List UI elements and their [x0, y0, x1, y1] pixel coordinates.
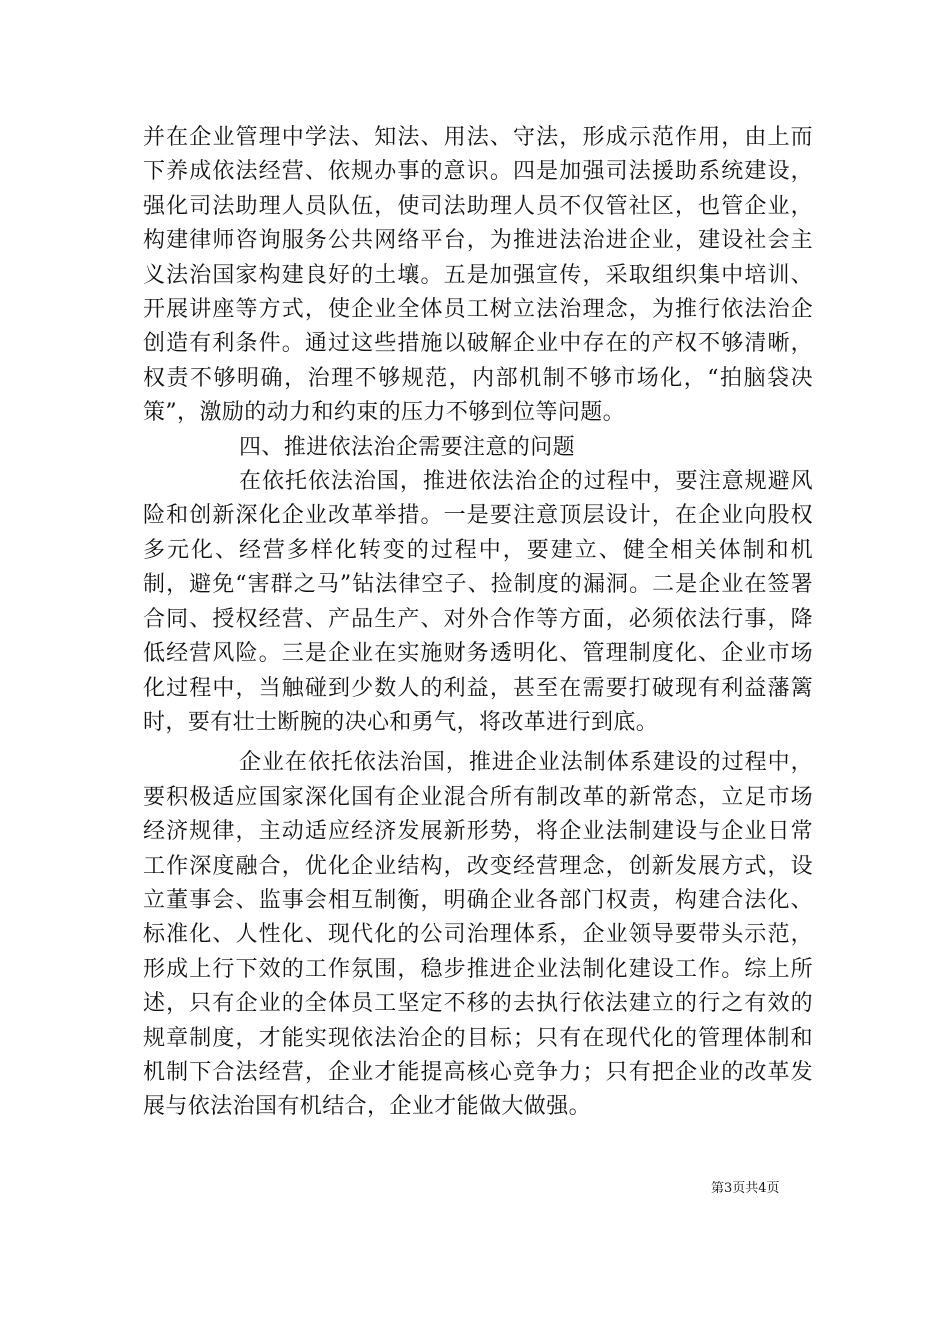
- paragraph-risk: 在依托依法治国，推进依法治企的过程中，要注意规避风险和创新深化企业改革举措。一是要注意顶层设计，在企业向股权多元化、经营多样化转变的过程中，要建立、健全相关体制和机制，避免“害群之马”钻法律空子、捡制度的漏洞。二是企业在签署合同、授权经营、产品生产、对外合作等方面，必须依法行事，降低经营风险。三是企业在实施财务透明化、管理制度化、企业市场化过程中，当触碰到少数人的利益，甚至在需要打破现有利益藩篱时，要有壮士断腕的决心和勇气，将改革进行到底。: [143, 469, 813, 735]
- page-number: 第3页共4页: [711, 1181, 780, 1196]
- paragraph-continuation: 并在企业管理中学法、知法、用法、守法，形成示范作用，由上而下养成依法经营、依规办事的意识。四是加强司法援助系统建设，强化司法助理人员队伍，使司法助理人员不仅管社区，也管企业，构建律师咨询服务公共网络平台，为推进法治进企业，建设社会主义法治国家构建良好的土壤。五是加强宣传，采取组织集中培训、开展讲座等方式，使企业全体员工树立法治理念，为推行依法治企创造有利条件。通过这些措施以破解企业中存在的产权不够清晰，权责不够明确，治理不够规范，内部机制不够市场化，“拍脑袋决策”，激励的动力和约束的压力不够到位等问题。: [143, 125, 813, 426]
- document-body: [143, 121, 813, 1125]
- paragraph-conclusion: 企业在依托依法治国，推进企业法制体系建设的过程中，要积极适应国家深化国有企业混合所有制改革的新常态，立足市场经济规律，主动适应经济发展新形势，将企业法制建设与企业日常工作深度融合，优化企业结构，改变经营理念，创新发展方式，设立董事会、监事会相互制衡，明确企业各部门权责，构建合法化、标准化、人性化、现代化的公司治理体系，企业领导要带头示范，形成上行下效的工作氛围，稳步推进企业法制化建设工作。综上所述，只有企业的全体员工坚定不移的去执行依法建立的行之有效的规章制度，才能实现依法治企的目标；只有在现代化的管理体制和机制下合法经营，企业才能提高核心竞争力；只有把企业的改革发展与依法治国有机结合，企业才能做大做强。: [143, 750, 813, 1120]
- section-heading: 四、推进依法治企需要注意的问题: [239, 434, 576, 460]
